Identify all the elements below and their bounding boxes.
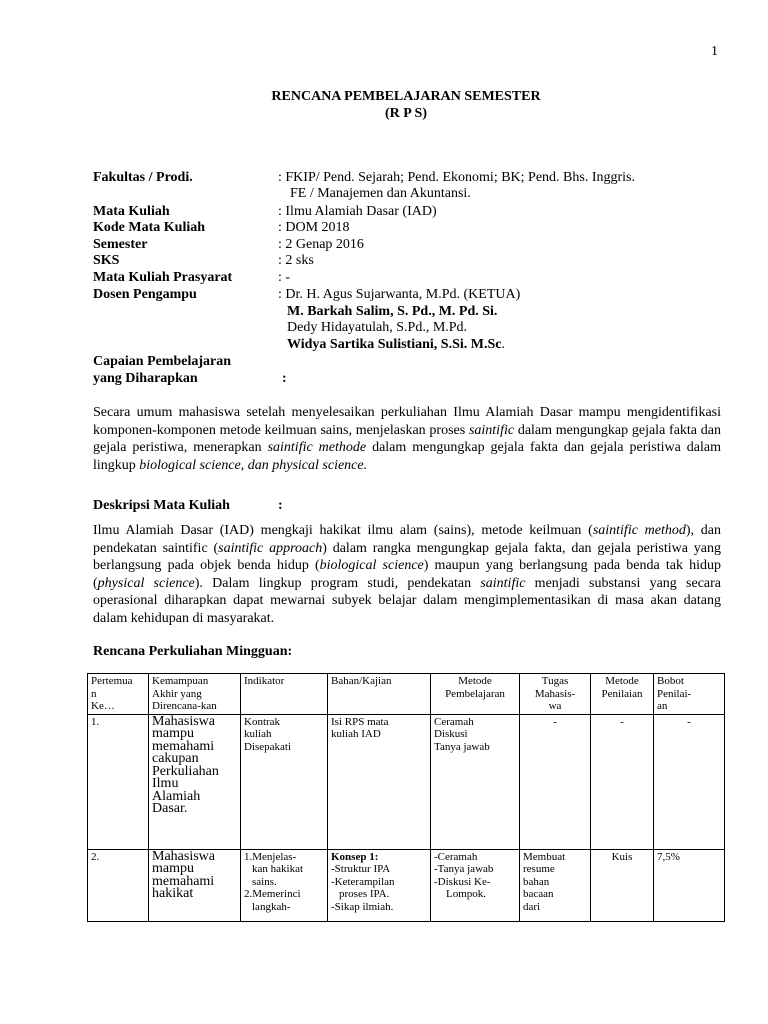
header-metode: Metode Pembelajaran: [431, 674, 520, 715]
deskripsi-text-5: ). Dalam lingkup program studi, pendekatan: [194, 575, 481, 591]
capaian-text-2: dalam mengungkap gejala fakta dan gejala peristiwa, menerapkan: [93, 422, 721, 455]
document-title: RENCANA PEMBELAJARAN SEMESTER: [271, 89, 541, 104]
table-header-row: [88, 674, 725, 715]
capaian-label-2: yang Diharapkan: [93, 371, 198, 386]
capaian-label-1: Capaian Pembelajaran: [93, 354, 232, 369]
semester-label: Semester: [93, 237, 148, 252]
dosen-4: Widya Sartika Sulistiani, S.Si. M.Sc: [287, 337, 502, 352]
prasyarat-label: Mata Kuliah Prasyarat: [93, 270, 233, 285]
table-row: [88, 714, 725, 849]
header-bahan: Bahan/Kajian: [328, 674, 431, 715]
row2-penilaian: Kuis: [591, 849, 654, 921]
header-kemampuan: Kemampuan Akhir yang Direncana-kan: [149, 674, 241, 715]
kode-value: : DOM 2018: [278, 220, 350, 235]
dosen-label: Dosen Pengampu: [93, 287, 197, 302]
capaian-paragraph: [93, 404, 721, 474]
deskripsi-text-6: menjadi substansi yang secara operasional diharapkan dapat mewarnai subyek belajar dalam mengimplementasikan di masa akan datang dalam kehidupan di masyarakat.: [93, 575, 721, 626]
header-bobot: Bobot Penilai- an: [654, 674, 725, 715]
deskripsi-colon: :: [278, 498, 283, 513]
deskripsi-text-4: ) maupun yang berlangsung pada benda tak hidup (: [93, 558, 721, 591]
header-metode-penilaian: Metode Penilaian: [591, 674, 654, 715]
row2-indikator: 1.Menjelas- kan hakikat sains. 2.Memerinci langkah-: [241, 849, 328, 921]
row1-indikator: Kontrak kuliah Disepakati: [241, 714, 328, 849]
row1-metode: Ceramah Diskusi Tanya jawab: [431, 714, 520, 849]
dosen-2: M. Barkah Salim, S. Pd., M. Pd. Si.: [287, 304, 498, 319]
deskripsi-paragraph: [93, 522, 721, 627]
kode-label: Kode Mata Kuliah: [93, 220, 206, 235]
row1-bobot: -: [654, 714, 725, 849]
table-row: [88, 849, 725, 921]
row1-penilaian: -: [591, 714, 654, 849]
deskripsi-label: Deskripsi Mata Kuliah: [93, 498, 230, 513]
header-pertemuan: Pertemua n Ke…: [88, 674, 149, 715]
dosen-4-suffix: .: [501, 337, 505, 352]
fakultas-value: : FKIP/ Pend. Sejarah; Pend. Ekonomi; BK; Pend. Bhs. Inggris.: [278, 170, 635, 185]
header-indikator: Indikator: [241, 674, 328, 715]
capaian-text-1: Secara umum mahasiswa setelah menyelesaikan perkuliahan Ilmu Alamiah Dasar mampu mengidentifikasi komponen-komponen metode keilmuan sains, menjelaskan proses: [93, 405, 721, 438]
dosen-4-line: [287, 337, 505, 353]
dosen-3: Dedy Hidayatulah, S.Pd., M.Pd.: [287, 320, 468, 335]
rencana-label: Rencana Perkuliahan Mingguan:: [93, 644, 293, 659]
row2-tugas: Membuat resume bahan bacaan dari: [520, 849, 591, 921]
row2-no: 2.: [88, 849, 149, 921]
fakultas-value-line2: FE / Manajemen dan Akuntansi.: [290, 186, 471, 201]
mata-kuliah-label: Mata Kuliah: [93, 204, 170, 219]
sks-label: SKS: [93, 253, 120, 268]
row1-kemampuan: Mahasiswa mampu memahami cakupan Perkuliahan Ilmu Alamiah Dasar.: [149, 714, 241, 849]
mata-kuliah-value: : Ilmu Alamiah Dasar (IAD): [278, 204, 437, 219]
deskripsi-italic-5: saintific: [480, 575, 526, 591]
page-number: 1: [711, 44, 718, 59]
semester-value: : 2 Genap 2016: [278, 237, 364, 252]
row2-metode: -Ceramah -Tanya jawab -Diskusi Ke- Lompok.: [431, 849, 520, 921]
deskripsi-italic-1: saintific method: [592, 523, 686, 538]
capaian-italic-3: biological science, dan physical science.: [139, 457, 368, 473]
row1-bahan: Isi RPS mata kuliah IAD: [328, 714, 431, 849]
rencana-table: [87, 673, 725, 922]
row2-bahan: Konsep 1: -Struktur IPA -Keterampilan proses IPA. -Sikap ilmiah.: [328, 849, 431, 921]
prasyarat-value: : -: [278, 270, 291, 285]
row1-no: 1.: [88, 714, 149, 849]
row1-tugas: -: [520, 714, 591, 849]
document-subtitle: (R P S): [385, 106, 427, 121]
deskripsi-text-2: ), dan pendekatan saintific (: [93, 523, 721, 556]
dosen-value: : Dr. H. Agus Sujarwanta, M.Pd. (KETUA): [278, 287, 521, 302]
capaian-italic-1: saintific: [468, 422, 515, 438]
deskripsi-italic-3: biological science: [319, 558, 424, 573]
fakultas-label: Fakultas / Prodi.: [93, 170, 193, 185]
capaian-text-3: dalam mengungkap gejala fakta dan gejala peristiwa dalam lingkup: [93, 440, 721, 473]
sks-value: : 2 sks: [278, 253, 314, 268]
capaian-colon: :: [282, 371, 287, 386]
deskripsi-italic-2: saintific approach: [218, 540, 323, 556]
row2-bobot: 7,5%: [654, 849, 725, 921]
deskripsi-italic-4: physical science: [97, 575, 195, 591]
row2-kemampuan: Mahasiswa mampu memahami hakikat: [149, 849, 241, 921]
deskripsi-text-1: Ilmu Alamiah Dasar (IAD) mengkaji hakikat ilmu alam (sains), metode keilmuan (: [93, 523, 593, 538]
capaian-italic-2: saintific methode: [267, 440, 367, 455]
deskripsi-text-3: ) dalam rangka mengungkap gejala fakta, dan gejala peristiwa yang berlangsung pada objek benda hidup (: [93, 540, 721, 573]
header-tugas: Tugas Mahasis- wa: [520, 674, 591, 715]
